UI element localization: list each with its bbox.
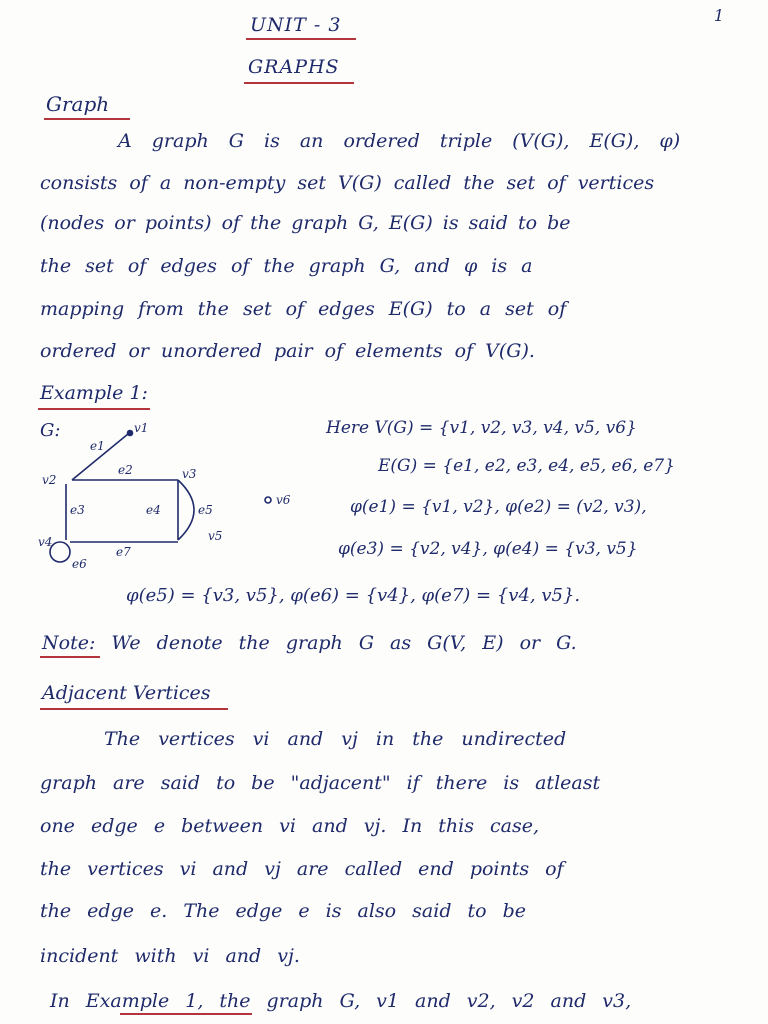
edge-label-e1: e1	[90, 439, 105, 453]
adjacent-vertices-heading-underline	[40, 708, 228, 710]
note-label-underline	[40, 656, 100, 658]
edge-label-e2: e2	[118, 463, 133, 477]
vertex-v6	[265, 497, 271, 503]
vertex-label-v3: v3	[182, 467, 197, 481]
adjacent-line-3: one edge e between vi and vj. In this case,	[40, 815, 540, 837]
unit-subtitle-underline	[244, 82, 354, 84]
definition-line-4: the set of edges of the graph G, and φ is a	[40, 255, 533, 277]
graph-label: G:	[40, 420, 61, 441]
adjacent-line-1: The vertices vi and vj in the undirected	[104, 728, 567, 750]
vertex-label-v2: v2	[42, 473, 57, 487]
note-label: Note:	[42, 632, 96, 654]
example-reference-underline	[120, 1013, 252, 1015]
adjacent-vertices-heading: Adjacent Vertices	[42, 682, 211, 704]
note-line	[42, 632, 577, 654]
unit-title-underline	[246, 38, 356, 40]
edge-e6-loop	[50, 542, 70, 562]
definition-line-1: A graph G is an ordered triple (V(G), E(G), φ)	[118, 130, 681, 152]
adjacent-line-5: the edge e. The edge e is also said to be	[40, 900, 527, 922]
edge-set-line: E(G) = {e1, e2, e3, e4, e5, e6, e7}	[378, 456, 675, 476]
mapping-line-2: φ(e3) = {v2, v4}, φ(e4) = {v3, v5}	[338, 539, 638, 559]
adjacent-line-7: In Example 1, the graph G, v1 and v2, v2 and v3,	[50, 990, 632, 1012]
unit-title: UNIT - 3	[250, 14, 342, 36]
vertex-label-v6: v6	[276, 493, 291, 507]
graph-heading: Graph	[46, 92, 110, 116]
adjacent-line-4: the vertices vi and vj are called end points of	[40, 858, 564, 880]
note-text: We denote the graph G as G(V, E) or G.	[111, 632, 577, 654]
edge-e5	[178, 480, 194, 540]
vertex-label-v4: v4	[38, 535, 53, 549]
definition-line-6: ordered or unordered pair of elements of V(G).	[40, 340, 535, 362]
unit-subtitle: GRAPHS	[248, 56, 340, 78]
definition-line-5: mapping from the set of edges E(G) to a set of	[40, 298, 567, 320]
definition-line-3: (nodes or points) of the graph G, E(G) is said to be	[40, 212, 571, 234]
vertex-v1	[128, 431, 133, 436]
vertex-label-v5: v5	[208, 529, 223, 543]
edge-label-e5: e5	[198, 503, 213, 517]
example-heading: Example 1:	[40, 382, 148, 404]
example-heading-underline	[38, 408, 150, 410]
edge-label-e4: e4	[146, 503, 161, 517]
edge-label-e3: e3	[70, 503, 85, 517]
page-number: 1	[713, 6, 724, 25]
mapping-line-3: φ(e5) = {v3, v5}, φ(e6) = {v4}, φ(e7) = {v4, v5}.	[126, 585, 581, 606]
definition-line-2: consists of a non-empty set V(G) called the set of vertices	[40, 172, 655, 194]
example-graph-diagram	[30, 418, 330, 578]
edge-label-e6: e6	[72, 557, 87, 571]
edge-label-e7: e7	[116, 545, 131, 559]
vertex-label-v1: v1	[134, 421, 149, 435]
vertex-set-line: Here V(G) = {v1, v2, v3, v4, v5, v6}	[326, 418, 637, 438]
adjacent-line-6: incident with vi and vj.	[40, 945, 300, 967]
adjacent-line-2: graph are said to be "adjacent" if there is atleast	[40, 772, 601, 794]
mapping-line-1: φ(e1) = {v1, v2}, φ(e2) = (v2, v3),	[350, 497, 647, 517]
graph-heading-underline	[44, 118, 130, 120]
